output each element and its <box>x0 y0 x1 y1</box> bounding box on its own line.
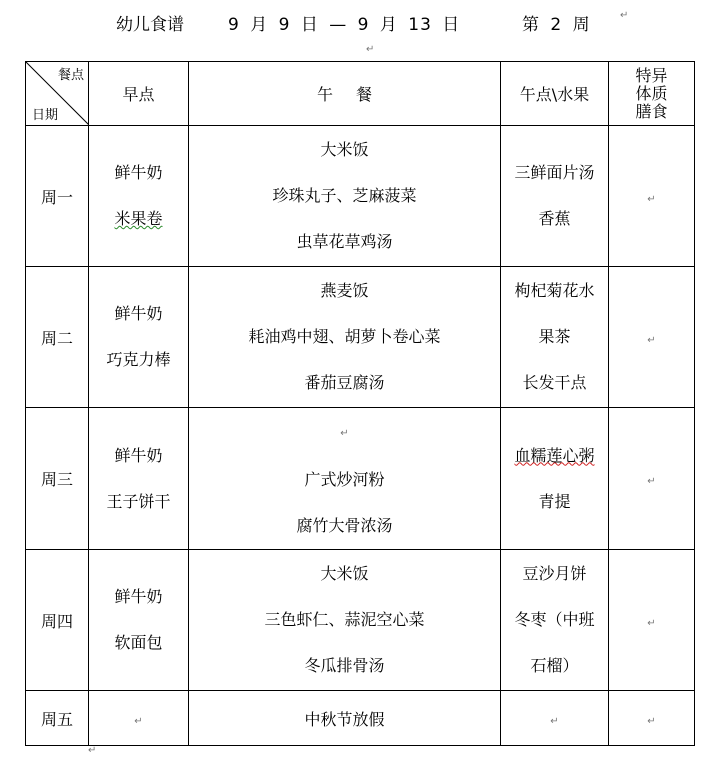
lunch-cell: 中秋节放假 <box>189 691 501 746</box>
header-lunch: 午 餐 <box>189 62 501 126</box>
corner-label-meal: 餐点 <box>57 68 84 83</box>
paragraph-mark-icon: ↵ <box>340 428 349 439</box>
special-diet-cell <box>609 691 695 746</box>
day-cell: 周二 <box>26 267 89 408</box>
lunch-cell <box>189 408 501 550</box>
paragraph-mark-icon: ↵ <box>366 44 375 55</box>
menu-item: 长发干点 <box>522 373 587 392</box>
table-row <box>26 691 695 746</box>
menu-item: 香蕉 <box>538 209 571 228</box>
menu-item: 耗油鸡中翅、胡萝卜卷心菜 <box>248 327 441 346</box>
table-header-row <box>26 62 695 126</box>
special-diet-cell <box>609 408 695 550</box>
menu-item: 广式炒河粉 <box>304 470 385 489</box>
menu-item: 三鲜面片汤 <box>514 163 595 182</box>
special-diet-cell <box>609 267 695 408</box>
header-breakfast: 早点 <box>89 62 189 126</box>
day-cell: 周一 <box>26 126 89 267</box>
day-cell: 周三 <box>26 408 89 550</box>
menu-item: 燕麦饭 <box>320 281 369 300</box>
menu-item <box>189 408 500 457</box>
day-cell: 周四 <box>26 550 89 691</box>
paragraph-mark-icon: ↵ <box>134 715 143 727</box>
lunch-cell <box>189 126 501 267</box>
header-special-diet: 特异体质膳食 <box>609 62 695 126</box>
menu-item: 大米饭 <box>320 140 369 159</box>
menu-item: 软面包 <box>114 633 163 652</box>
table-row <box>26 126 695 267</box>
title-week: 第 2 周 <box>522 15 590 35</box>
special-diet-cell <box>609 550 695 691</box>
menu-table <box>25 61 695 746</box>
menu-item: 冬瓜排骨汤 <box>304 656 385 675</box>
breakfast-cell <box>89 126 189 267</box>
day-cell: 周五 <box>26 691 89 746</box>
menu-item: 米果卷 <box>114 209 163 228</box>
menu-item: 大米饭 <box>320 564 369 583</box>
title-prefix: 幼儿食谱 <box>116 15 184 35</box>
table-row <box>26 408 695 550</box>
snack-cell <box>501 691 609 746</box>
special-diet-cell <box>609 126 695 267</box>
menu-item: 腐竹大骨浓汤 <box>296 516 393 535</box>
paragraph-mark-icon: ↵ <box>620 10 629 21</box>
lunch-cell <box>189 267 501 408</box>
menu-item: 冬枣（中班 <box>514 610 595 629</box>
menu-item: 番茄豆腐汤 <box>304 373 385 392</box>
menu-item: 果茶 <box>538 327 571 346</box>
corner-header-cell <box>26 62 89 126</box>
menu-item: 枸杞菊花水 <box>514 281 595 300</box>
lunch-cell <box>189 550 501 691</box>
title-date-range: 9 月 9 日 — 9 月 13 日 <box>228 15 461 35</box>
header-snack: 午点\水果 <box>501 62 609 126</box>
snack-cell <box>501 267 609 408</box>
menu-item: 鲜牛奶 <box>114 587 163 606</box>
snack-cell <box>501 126 609 267</box>
menu-item: 鲜牛奶 <box>114 163 163 182</box>
menu-item: 血糯莲心粥 <box>514 445 595 465</box>
menu-title <box>0 8 709 34</box>
menu-item: 珍珠丸子、芝麻菠菜 <box>272 186 417 205</box>
paragraph-mark-icon: ↵ <box>550 715 559 727</box>
corner-label-date: 日期 <box>32 108 59 123</box>
paragraph-mark-icon: ↵ <box>647 617 656 629</box>
breakfast-cell <box>89 691 189 746</box>
paragraph-mark-icon: ↵ <box>647 715 656 727</box>
table-row <box>26 267 695 408</box>
paragraph-mark-icon: ↵ <box>88 745 97 756</box>
menu-item: 虫草花草鸡汤 <box>296 232 393 251</box>
table-row <box>26 550 695 691</box>
menu-item: 三色虾仁、蒜泥空心菜 <box>264 610 425 629</box>
breakfast-cell <box>89 550 189 691</box>
paragraph-mark-icon: ↵ <box>647 334 656 346</box>
paragraph-mark-icon: ↵ <box>647 193 656 205</box>
snack-cell <box>501 550 609 691</box>
menu-item: 鲜牛奶 <box>114 445 163 465</box>
paragraph-mark-icon: ↵ <box>647 476 656 487</box>
menu-item: 巧克力棒 <box>106 350 171 369</box>
snack-cell <box>501 408 609 550</box>
menu-item: 鲜牛奶 <box>114 304 163 323</box>
breakfast-cell <box>89 408 189 550</box>
menu-item: 豆沙月饼 <box>522 564 587 583</box>
menu-item: 石榴） <box>530 656 579 675</box>
breakfast-cell <box>89 267 189 408</box>
menu-item: 青提 <box>538 491 571 511</box>
menu-item: 王子饼干 <box>106 491 171 511</box>
